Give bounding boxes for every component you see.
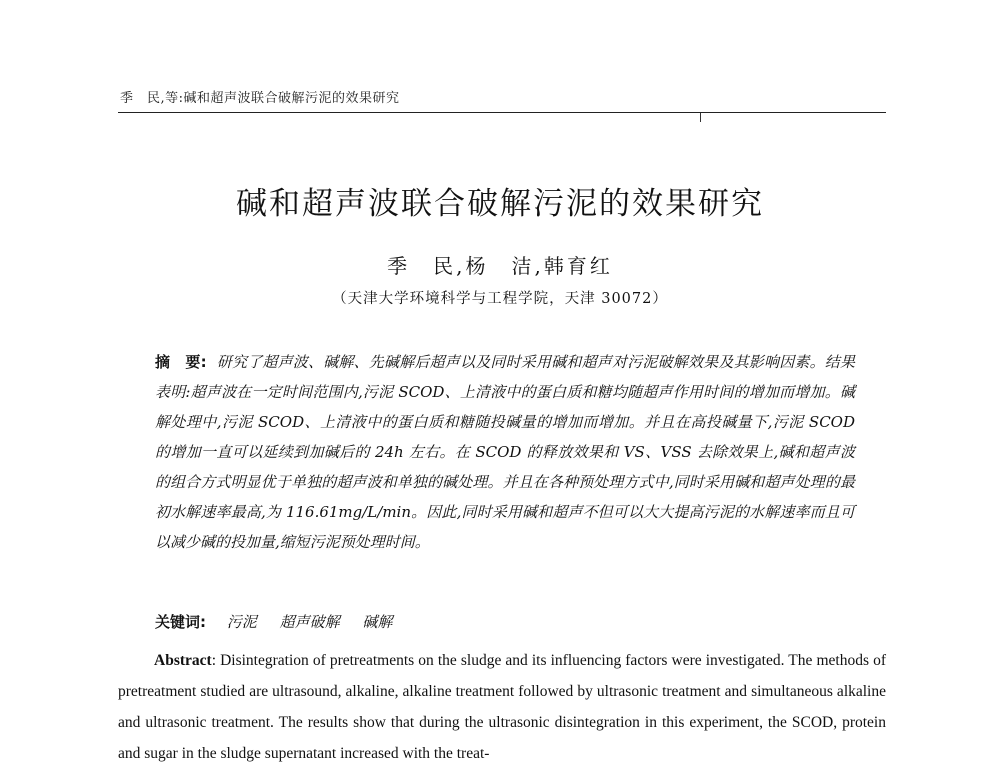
affiliation: （天津大学环境科学与工程学院，天津 30072）: [332, 291, 668, 307]
keywords-label: 关键词:: [155, 613, 206, 631]
chinese-abstract-text: 研究了超声波、碱解、先碱解后超声以及同时采用碱和超声对污泥破解效果及其影响因素。结果表明:超声波在一定时间范围内,污泥 SCOD、上清液中的蛋白质和糖均随超声作用时间的增加而增加。碱解处理中,污泥 SCOD、上清液中的蛋白质和糖随投碱量的增加而增加。并且在高投碱量下,污泥 SCOD 的增加一直可以延续到加碱后的 24h 左右。在 SCOD 的释放效果和 VS、VSS 去除效果上,碱和超声波的组合方式明显优于单独的超声波和单独的碱处理。并且在各种预处理方式中,同时采用碱和超声处理的最初水解速率最高,为 116.61mg/L/min。因此,同时采用碱和超声不但可以大大提高污泥的水解速率而且可以减少碱的投加量,缩短污泥预处理时间。: [155, 353, 855, 551]
header-rule-tick: [700, 113, 701, 122]
keyword: 污泥: [226, 613, 257, 631]
chinese-abstract: [155, 347, 855, 557]
english-abstract-label: Abstract: [154, 652, 212, 669]
keywords: [155, 611, 855, 632]
keyword: 碱解: [362, 613, 393, 631]
running-head: 季 民,等:碱和超声波联合破解污泥的效果研究: [120, 91, 400, 106]
header-rule: [118, 112, 886, 113]
authors: 季 民,杨 洁,韩育红: [387, 254, 613, 278]
english-abstract-text: : Disintegration of pretreatments on the sludge and its influencing factors were investigated. The methods of pretreatment studied are ultrasound, alkaline, alkaline treatment followed by ultrasonic treatment and simultaneous alkaline and ultrasonic treatment. The results show that during the ultrasonic disintegration in this experiment, the SCOD, protein and sugar in the sludge supernatant increased with the treat-: [118, 652, 886, 762]
chinese-abstract-label: 摘 要:: [155, 353, 207, 371]
paper-title: 碱和超声波联合破解污泥的效果研究: [236, 186, 764, 222]
keyword: 超声破解: [279, 613, 340, 631]
english-abstract: [118, 645, 886, 769]
